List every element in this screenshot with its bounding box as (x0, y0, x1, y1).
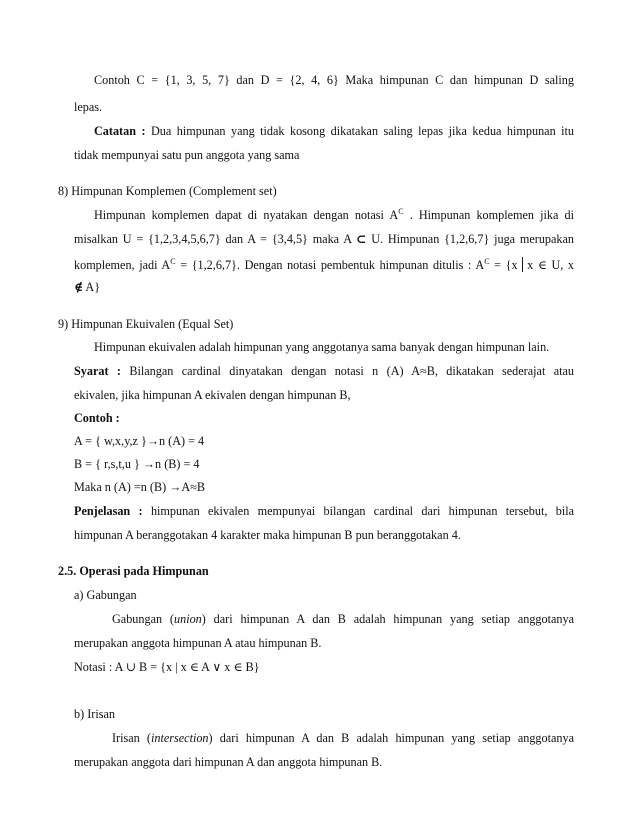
gabungan-l1b: ) dari himpunan A dan B adalah himpunan yang setiap anggotanya (201, 612, 574, 626)
example-line-3: Maka n (A) =n (B) →A≈B (74, 480, 206, 494)
komplemen-line-2 (74, 233, 574, 245)
penjelasan-line-2: himpunan A beranggotakan 4 karakter maka himpunan B pun beranggotakan 4. (74, 528, 461, 542)
irisan-l1b: ) dari himpunan A dan B adalah himpunan yang setiap anggotanya (208, 731, 574, 745)
example-line-1: A = { w,x,y,z }→n (A) = 4 (74, 434, 205, 448)
complement-superscript: C (398, 206, 404, 216)
example-line-2: B = { r,s,t,u } →n (B) = 4 (74, 457, 200, 471)
komplemen-l1a: Himpunan komplemen dapat di nyatakan dengan notasi A (94, 208, 399, 222)
komplemen-line-1 (94, 206, 575, 222)
section-9-heading: 9) Himpunan Ekuivalen (Equal Set) (58, 317, 234, 331)
penjelasan-label: Penjelasan : (74, 504, 143, 518)
komplemen-l2a: misalkan U = {1,2,3,4,5,6,7} dan A = {3,4,5} maka A (74, 232, 352, 246)
section-2-5-heading: 2.5. Operasi pada Himpunan (58, 564, 209, 578)
catatan-line-2: tidak mempunyai satu pun anggota yang sama (74, 148, 300, 162)
syarat-text: Bilangan cardinal dinyatakan dengan notasi n (A) A≈B, dikatakan sederajat atau (129, 364, 574, 378)
irisan-line-1 (112, 732, 574, 744)
komplemen-l2b: U. Himpunan {1,2,6,7} juga merupakan (371, 232, 575, 246)
komplemen-l3c: = {x (494, 258, 518, 272)
union-notation: Notasi : A ∪ B = {x | x ∈ A ∨ x ∈ B} (74, 660, 260, 674)
komplemen-l3b: = {1,2,6,7}. Dengan notasi pembentuk himpunan ditulis : A (180, 258, 485, 272)
komplemen-l1b: . Himpunan komplemen jika di (409, 208, 575, 222)
contoh-label: Contoh : (74, 411, 120, 425)
penjelasan-text: himpunan ekivalen mempunyai bilangan cardinal dari himpunan tersebut, bila (150, 504, 574, 518)
union-term: union (174, 612, 202, 626)
syarat-line-2: ekivalen, jika himpunan A ekivalen dengan himpunan B, (74, 388, 351, 402)
penjelasan-line-1 (74, 505, 574, 517)
complement-superscript: C (484, 256, 490, 266)
such-that-bar (522, 257, 524, 272)
ekuivalen-line-1: Himpunan ekuivalen adalah himpunan yang anggotanya sama banyak dengan himpunan lain. (94, 340, 550, 354)
contoh-lepas-line-1: Contoh C = {1, 3, 5, 7} dan D = {2, 4, 6} Maka himpunan C dan himpunan D saling (94, 73, 574, 87)
komplemen-l3e: ∈ U, x (537, 258, 575, 272)
complement-superscript: C (170, 256, 176, 266)
komplemen-line-4 (74, 281, 100, 293)
contoh-lepas-line-2: lepas. (74, 100, 103, 114)
komplemen-l3a: komplemen, jadi A (74, 258, 171, 272)
catatan-label: Catatan : (94, 124, 146, 138)
komplemen-line-3 (74, 257, 574, 272)
gabungan-label: a) Gabungan (74, 588, 137, 602)
gabungan-l1a: Gabungan ( (112, 612, 174, 626)
irisan-label: b) Irisan (74, 707, 115, 721)
not-element-symbol: ∉ (74, 280, 84, 294)
intersection-term: intersection (150, 731, 209, 745)
gabungan-line-2: merupakan anggota himpunan A atau himpunan B. (74, 636, 322, 650)
syarat-label: Syarat : (74, 364, 121, 378)
syarat-line-1 (74, 365, 574, 377)
gabungan-line-1 (112, 613, 574, 625)
catatan-line-1 (94, 125, 574, 137)
catatan-text: Dua himpunan yang tidak kosong dikatakan saling lepas jika kedua himpunan itu (151, 124, 575, 138)
section-8-heading: 8) Himpunan Komplemen (Complement set) (58, 184, 277, 198)
komplemen-l4b: A} (85, 280, 101, 294)
irisan-l1a: Irisan ( (112, 731, 151, 745)
irisan-line-2: merupakan anggota dari himpunan A dan anggota himpunan B. (74, 755, 383, 769)
komplemen-l3d: x (527, 258, 534, 272)
subset-symbol: ⊂ (356, 232, 367, 246)
